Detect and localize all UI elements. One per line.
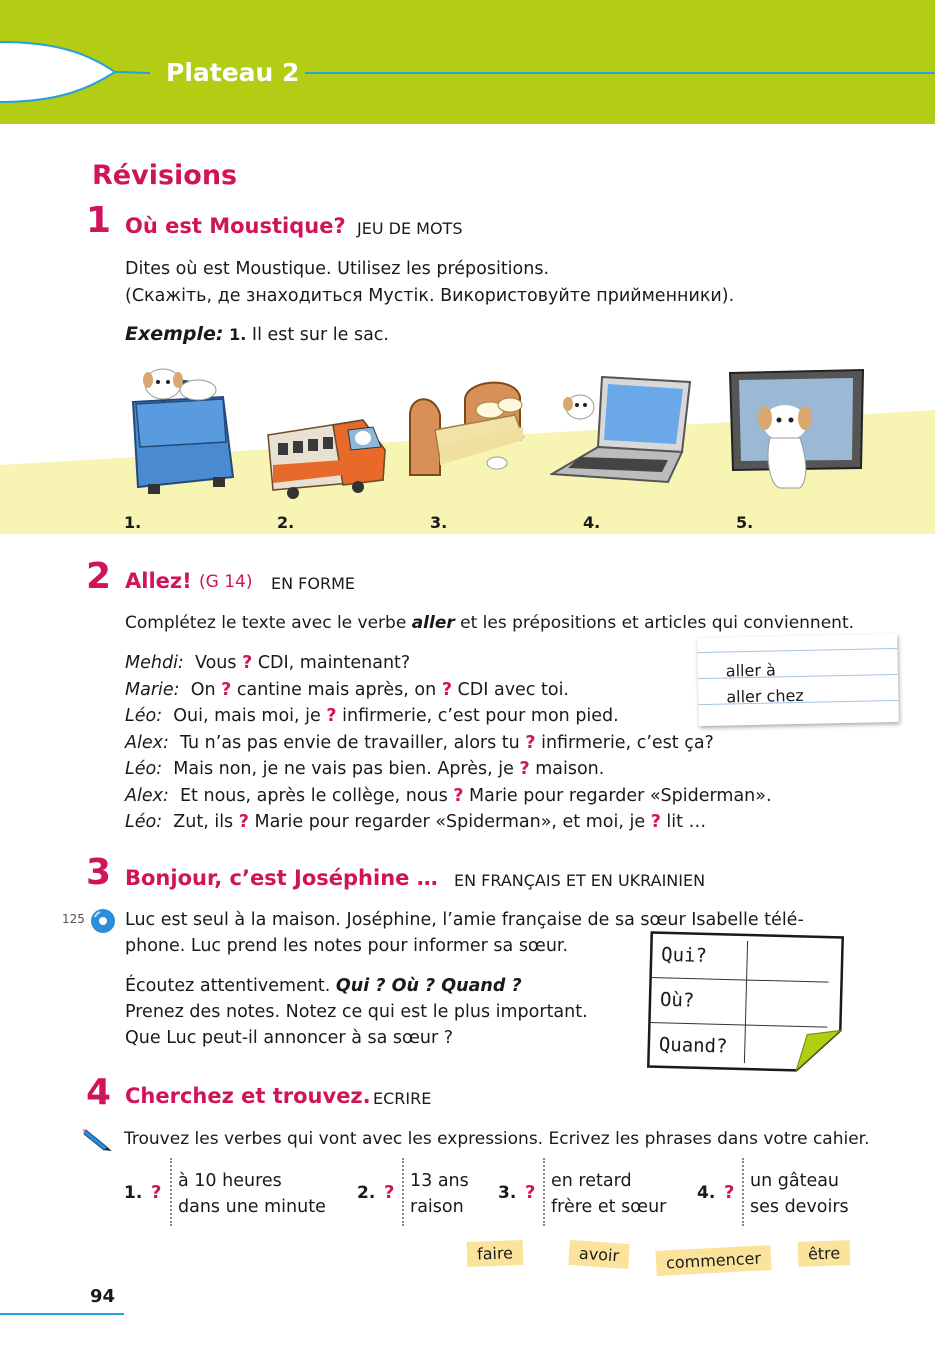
ex4-item-3-a: en retard	[551, 1171, 632, 1191]
picture-label-3: 3.	[430, 513, 448, 532]
ex3-text-2: phone. Luc prend les notes pour informer sa sœur.	[125, 936, 569, 956]
ex1-instruction-1: Dites où est Moustique. Utilisez les prépositions.	[125, 259, 550, 279]
blank-marker: ?	[441, 679, 452, 700]
ex3-number: 3	[86, 852, 112, 893]
text: Vous	[194, 653, 237, 673]
text: infirmerie, c’est ça?	[541, 732, 714, 753]
grid-label-when: Quand?	[658, 1033, 728, 1058]
dialogue-line	[125, 703, 772, 730]
laptop-with-dog-icon	[550, 372, 700, 487]
ex4-item-1-divider	[170, 1158, 172, 1226]
text: cantine mais après, on	[236, 679, 437, 700]
ex2-grammar-ref: (G 14)	[199, 572, 253, 592]
blank-marker: ?	[238, 812, 249, 832]
page-number: 94	[90, 1286, 116, 1307]
ex4-item-4-blank: ?	[724, 1182, 735, 1203]
text: Marie pour regarder «Spiderman», et moi, je	[254, 812, 646, 832]
word-chip-etre: être	[798, 1240, 851, 1267]
speaker: Alex:	[125, 732, 169, 753]
bed-with-dog-icon	[405, 375, 530, 485]
ex3-text-1: Luc est seul à la maison. Joséphine, l’amie française de sa sœur Isabelle télé-	[125, 910, 804, 930]
ex4-item-2-b: raison	[410, 1197, 464, 1217]
ex3-text-3-pre: Écoutez attentivement.	[125, 976, 336, 996]
speaker: Marie:	[125, 679, 180, 700]
grid-label-where: Où?	[659, 988, 695, 1012]
header-title: Plateau 2	[166, 58, 300, 87]
speaker: Mehdi:	[125, 653, 184, 673]
speaker: Léo:	[125, 706, 163, 726]
word-chip-commencer: commencer	[655, 1245, 771, 1276]
ex1-example-text: Il est sur le sac.	[251, 325, 389, 345]
text: CDI, maintenant?	[257, 653, 411, 673]
grid-label-who: Qui?	[660, 943, 708, 967]
speaker: Léo:	[125, 759, 163, 779]
ex4-item-3-number: 3.	[498, 1183, 517, 1203]
ex4-item-4-number: 4.	[697, 1183, 716, 1203]
section-title: Révisions	[92, 160, 238, 191]
ex4-item-1-b: dans une minute	[178, 1197, 326, 1217]
ex1-number: 1	[86, 200, 112, 241]
page-number-rule	[0, 1313, 124, 1315]
dialogue-line	[125, 783, 772, 810]
ex2-tag: EN FORME	[271, 574, 355, 593]
audio-cd-icon[interactable]	[90, 908, 116, 934]
ex4-item-3-blank: ?	[525, 1182, 536, 1203]
ex4-item-1-a: à 10 heures	[178, 1171, 282, 1191]
blank-marker: ?	[650, 812, 661, 832]
ex4-tag: ECRIRE	[373, 1089, 432, 1108]
blank-marker: ?	[525, 732, 536, 753]
ex1-example-label: Exemple:	[125, 323, 224, 345]
ex2-instruction-post: et les prépositions et articles qui conviennent.	[454, 613, 855, 633]
train-with-dog-icon	[263, 405, 393, 505]
picture-label-1: 1.	[124, 513, 142, 532]
audio-track-number: 125	[62, 912, 85, 926]
text: Zut, ils	[173, 812, 234, 832]
note-item-1: aller à	[725, 660, 776, 681]
ex4-item-4-b: ses devoirs	[750, 1197, 849, 1217]
ex3-title: Bonjour, c’est Joséphine …	[125, 866, 438, 890]
ex4-item-4-a: un gâteau	[750, 1171, 840, 1191]
dialogue-line	[125, 809, 772, 836]
ex3-notes-grid	[646, 930, 845, 1073]
ex1-example-number: 1.	[229, 325, 247, 344]
ex4-item-4-divider	[742, 1158, 744, 1226]
ex1-title: Où est Moustique?	[125, 214, 346, 238]
text: maison.	[535, 759, 605, 779]
dialogue-line	[125, 730, 772, 757]
speaker: Léo:	[125, 812, 163, 832]
blank-marker: ?	[242, 653, 253, 673]
note-item-2: aller chez	[726, 685, 804, 707]
ex4-title: Cherchez et trouvez.	[125, 1084, 371, 1108]
ex3-text-3-questions: Qui ? Où ? Quand ?	[335, 976, 522, 996]
speaker: Alex:	[125, 785, 169, 806]
ex4-item-1-number: 1.	[124, 1183, 143, 1203]
ex4-item-2-number: 2.	[357, 1183, 376, 1203]
header-band	[0, 0, 935, 124]
ex4-number: 4	[86, 1072, 112, 1113]
text: infirmerie, c’est pour mon pied.	[342, 706, 619, 726]
ex4-item-3-b: frère et sœur	[551, 1197, 667, 1217]
dialogue-line	[125, 650, 772, 677]
blank-marker: ?	[326, 706, 337, 726]
ex2-instruction-verb: aller	[411, 613, 455, 633]
ex4-item-2-a: 13 ans	[410, 1171, 469, 1191]
ex4-item-2-divider	[402, 1158, 404, 1226]
ex3-tag: EN FRANÇAIS ET EN UKRAINIEN	[454, 871, 706, 890]
text: On	[190, 679, 216, 700]
bag-with-dog-icon	[118, 362, 243, 497]
ex3-text-4: Prenez des notes. Notez ce qui est le plus important.	[125, 1002, 588, 1022]
blank-marker: ?	[519, 759, 530, 779]
blank-marker: ?	[453, 785, 464, 806]
tv-with-dog-icon	[725, 368, 865, 493]
ex3-text-3	[125, 973, 522, 1000]
picture-label-5: 5.	[736, 513, 754, 532]
ex4-item-2-blank: ?	[384, 1182, 395, 1203]
text: CDI avec toi.	[457, 679, 569, 700]
text: Marie pour regarder «Spiderman».	[469, 785, 772, 806]
text: Et nous, après le collège, nous	[180, 785, 448, 806]
ex4-item-1-blank: ?	[151, 1182, 162, 1203]
text: Mais non, je ne vais pas bien. Après, je	[173, 759, 514, 779]
pencil-icon	[82, 1124, 114, 1152]
ex3-text-5: Que Luc peut-il annoncer à sa sœur ?	[125, 1028, 454, 1048]
ex4-instruction: Trouvez les verbes qui vont avec les expressions. Ecrivez les phrases dans votre cahier.	[124, 1129, 870, 1149]
word-chip-avoir: avoir	[568, 1240, 630, 1269]
blank-marker: ?	[221, 679, 232, 700]
header-swoosh-shape	[0, 0, 935, 124]
text: lit …	[666, 812, 707, 832]
word-chip-faire: faire	[467, 1240, 524, 1267]
ex1-example	[125, 321, 389, 349]
dialogue-line	[125, 756, 772, 783]
picture-label-4: 4.	[583, 513, 601, 532]
ex2-number: 2	[86, 556, 112, 597]
ex1-instruction-2: (Скажіть, де знаходиться Мустік. Використовуйте прийменники).	[125, 286, 735, 306]
ex4-item-3-divider	[543, 1158, 545, 1226]
ex2-title: Allez!	[125, 569, 192, 593]
ex1-tag: JEU DE MOTS	[357, 219, 463, 238]
picture-label-2: 2.	[277, 513, 295, 532]
dialogue-line	[125, 677, 772, 704]
ex2-instruction	[125, 610, 854, 637]
ex2-instruction-pre: Complétez le texte avec le verbe	[125, 613, 412, 633]
text: Oui, mais moi, je	[173, 706, 321, 726]
text: Tu n’as pas envie de travailler, alors tu	[180, 732, 520, 753]
ex2-dialogue	[125, 650, 772, 836]
